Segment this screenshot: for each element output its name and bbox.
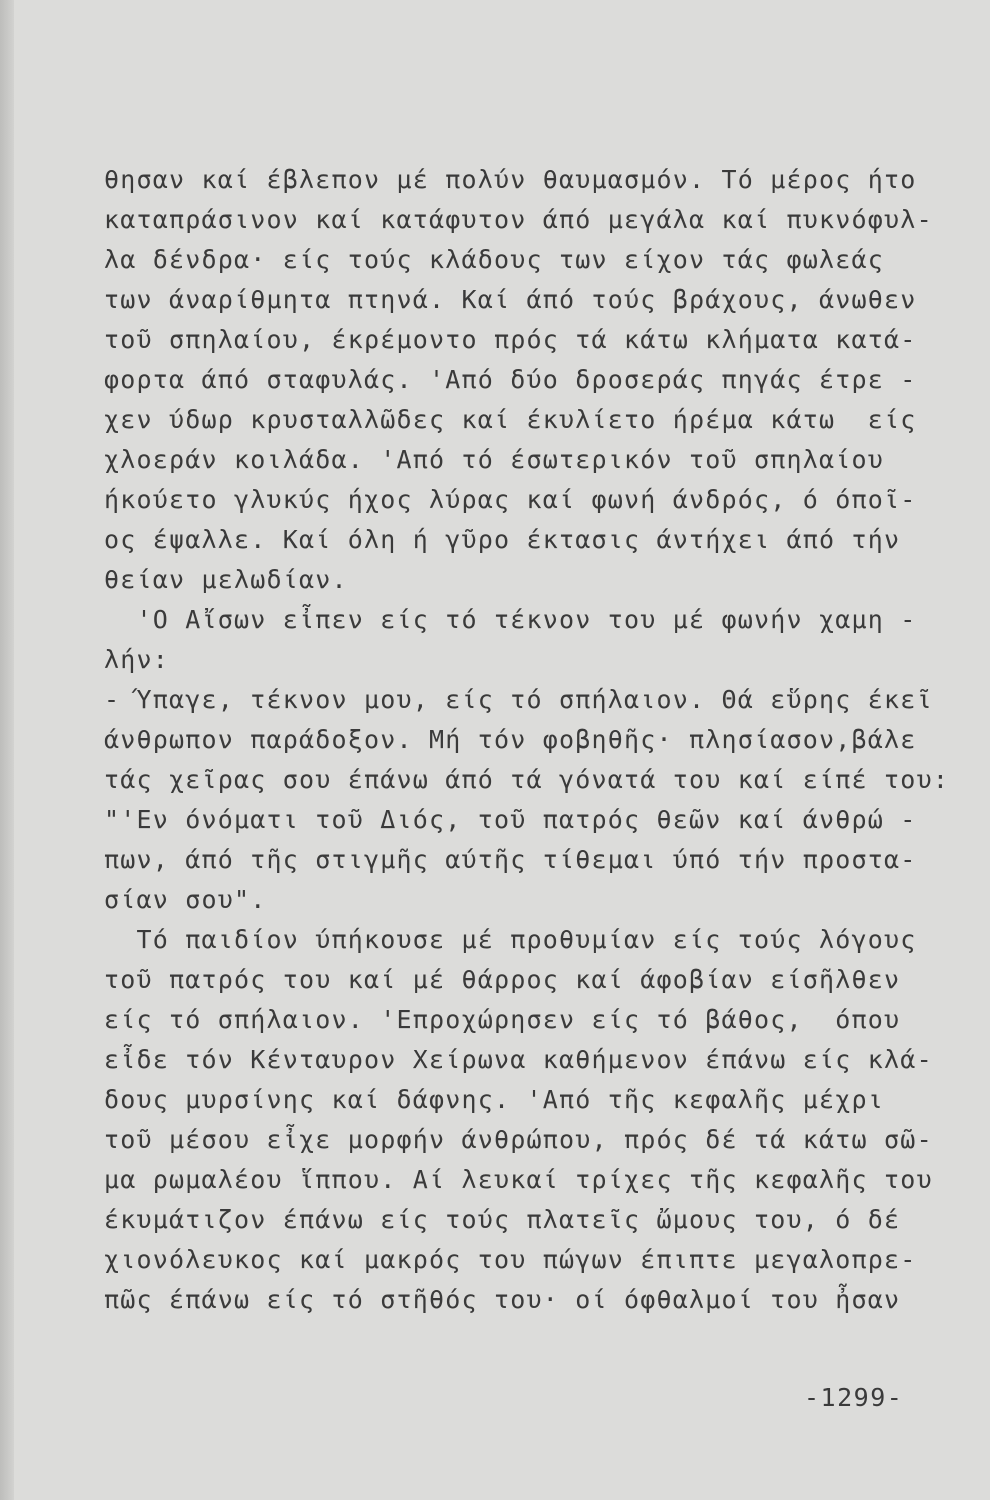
text-line: καταπράσινον καί κατάφυτον άπό μεγάλα καί πυκνόφυλ- <box>104 205 933 234</box>
text-line: χλοεράν κοιλάδα. 'Από τό έσωτερικόν τοῦ σπηλαίου <box>104 445 885 474</box>
page-left-edge <box>0 0 14 1500</box>
text-line: "'Εν όνόματι τοῦ Διός, τοῦ πατρός θεῶν καί άνθρώ - <box>104 805 917 834</box>
text-line: ήκούετο γλυκύς ήχος λύρας καί φωνή άνδρός, ό όποῖ- <box>104 485 917 514</box>
text-line: εἶδε τόν Κένταυρον Χείρωνα καθήμενον έπάνω είς κλά- <box>104 1045 933 1074</box>
text-line: ος έψαλλε. Καί όλη ή γῦρο έκτασις άντήχει άπό τήν <box>104 525 901 554</box>
text-line: χιονόλευκος καί μακρός του πώγων έπιπτε μεγαλοπρε- <box>104 1245 917 1274</box>
text-line: των άναρίθμητα πτηνά. Καί άπό τούς βράχους, άνωθεν <box>104 285 917 314</box>
text-line: λήν: <box>104 645 170 674</box>
text-line: θείαν μελωδίαν. <box>104 565 348 594</box>
text-line: τοῦ μέσου εἶχε μορφήν άνθρώπου, πρός δέ τά κάτω σῶ- <box>104 1125 933 1154</box>
text-line: φορτα άπό σταφυλάς. 'Από δύο δροσεράς πηγάς έτρε - <box>104 365 917 394</box>
text-line: χεν ύδωρ κρυσταλλῶδες καί έκυλίετο ήρέμα κάτω είς <box>104 405 917 434</box>
text-line: δους μυρσίνης καί δάφνης. 'Από τῆς κεφαλῆς μέχρι <box>104 1085 885 1114</box>
page-number: -1299- <box>804 1383 904 1412</box>
text-line: θησαν καί έβλεπον μέ πολύν θαυμασμόν. Τό μέρος ήτο <box>104 165 917 194</box>
text-line: είς τό σπήλαιον. 'Επροχώρησεν είς τό βάθος, όπου <box>104 1005 901 1034</box>
text-line: τοῦ σπηλαίου, έκρέμοντο πρός τά κάτω κλήματα κατά- <box>104 325 917 354</box>
text-line: πων, άπό τῆς στιγμῆς αύτῆς τίθεμαι ύπό τήν προστα- <box>104 845 917 874</box>
text-line: έκυμάτιζον έπάνω είς τούς πλατεῖς ὤμους του, ό δέ <box>104 1205 901 1234</box>
document-page <box>14 0 990 1500</box>
text-line: μα ρωμαλέου ἵππου. Αί λευκαί τρίχες τῆς κεφαλῆς του <box>104 1165 933 1194</box>
body-text <box>104 160 954 1320</box>
text-line: Τό παιδίον ύπήκουσε μέ προθυμίαν είς τούς λόγους <box>104 925 917 954</box>
text-line: τοῦ πατρός του καί μέ θάρρος καί άφοβίαν είσῆλθεν <box>104 965 901 994</box>
text-line: άνθρωπον παράδοξον. Μή τόν φοβηθῆς· πλησίασον,βάλε <box>104 725 917 754</box>
text-line: πῶς έπάνω είς τό στῆθός του· οί όφθαλμοί του ἦσαν <box>104 1285 901 1314</box>
text-line: - Ύπαγε, τέκνον μου, είς τό σπήλαιον. Θά εὕρης έκεῖ <box>104 685 933 714</box>
text-line: 'Ο Αἴσων εἶπεν είς τό τέκνον του μέ φωνήν χαμη - <box>104 605 917 634</box>
text-line: τάς χεῖρας σου έπάνω άπό τά γόνατά του καί είπέ του: <box>104 765 950 794</box>
text-line: λα δένδρα· είς τούς κλάδους των είχον τάς φωλεάς <box>104 245 885 274</box>
text-line: σίαν σου". <box>104 885 267 914</box>
